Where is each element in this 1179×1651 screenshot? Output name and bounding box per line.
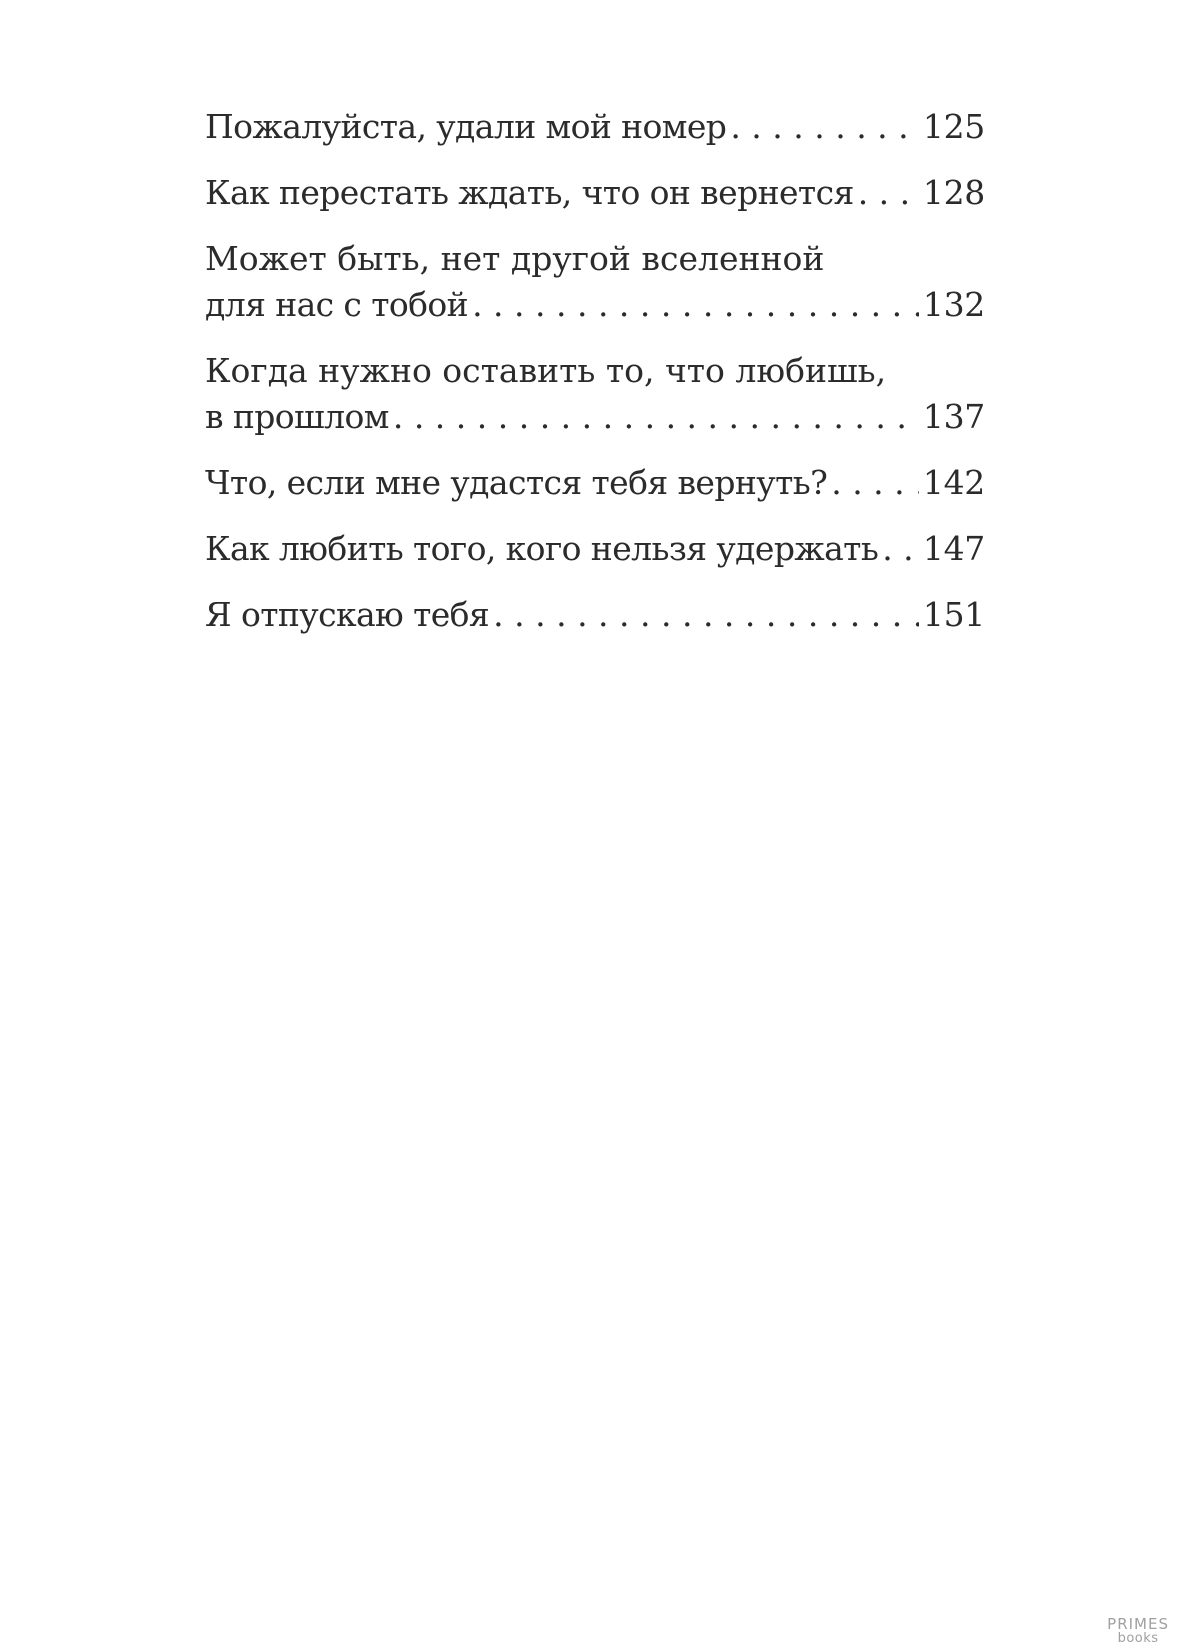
table-of-contents: [205, 104, 985, 658]
watermark-line1: PRIMES: [1107, 1615, 1169, 1633]
toc-entry-line: [205, 282, 985, 328]
toc-entry[interactable]: [205, 526, 985, 572]
toc-entry-line: [205, 170, 985, 216]
dot-leader: [831, 460, 919, 506]
toc-entry-title: для нас с тобой: [205, 285, 469, 324]
dot-leader: [493, 592, 919, 638]
dot-leader: [472, 282, 919, 328]
toc-entry-title-line1: Может быть, нет другой вселенной: [205, 239, 825, 278]
toc-entry-title: Как перестать ждать, что он вернется: [205, 173, 854, 212]
toc-entry-line: [205, 104, 985, 150]
toc-entry[interactable]: [205, 170, 985, 216]
toc-entry-title-line1: Когда нужно оставить то, что любишь,: [205, 351, 887, 390]
toc-entry-line: [205, 526, 985, 572]
dot-leader: [882, 526, 919, 572]
toc-page-number: 137: [922, 397, 985, 436]
publisher-watermark: [1107, 1617, 1169, 1645]
toc-entry-line: [205, 394, 985, 440]
toc-entry[interactable]: [205, 104, 985, 150]
toc-entry-title: в прошлом: [205, 397, 389, 436]
watermark-line2: books: [1117, 1631, 1159, 1646]
toc-entry[interactable]: [205, 236, 985, 328]
toc-page-number: 125: [922, 107, 985, 146]
toc-entry-title: Что, если мне удастся тебя вернуть?: [205, 463, 828, 502]
dot-leader: [858, 170, 919, 216]
toc-entry[interactable]: [205, 592, 985, 638]
toc-page-number: 147: [922, 529, 985, 568]
toc-entry-title: Пожалуйста, удали мой номер: [205, 107, 727, 146]
dot-leader: [730, 104, 919, 150]
toc-entry-title: Как любить того, кого нельзя удержать: [205, 529, 879, 568]
toc-page-number: 142: [922, 463, 985, 502]
toc-entry-line: [205, 460, 985, 506]
toc-entry[interactable]: [205, 348, 985, 440]
toc-page-number: 128: [922, 173, 985, 212]
toc-entry[interactable]: [205, 460, 985, 506]
toc-entry-title: Я отпускаю тебя: [205, 595, 490, 634]
toc-page-number: 151: [922, 595, 985, 634]
toc-page-number: 132: [922, 285, 985, 324]
toc-entry-line: [205, 592, 985, 638]
dot-leader: [393, 394, 919, 440]
